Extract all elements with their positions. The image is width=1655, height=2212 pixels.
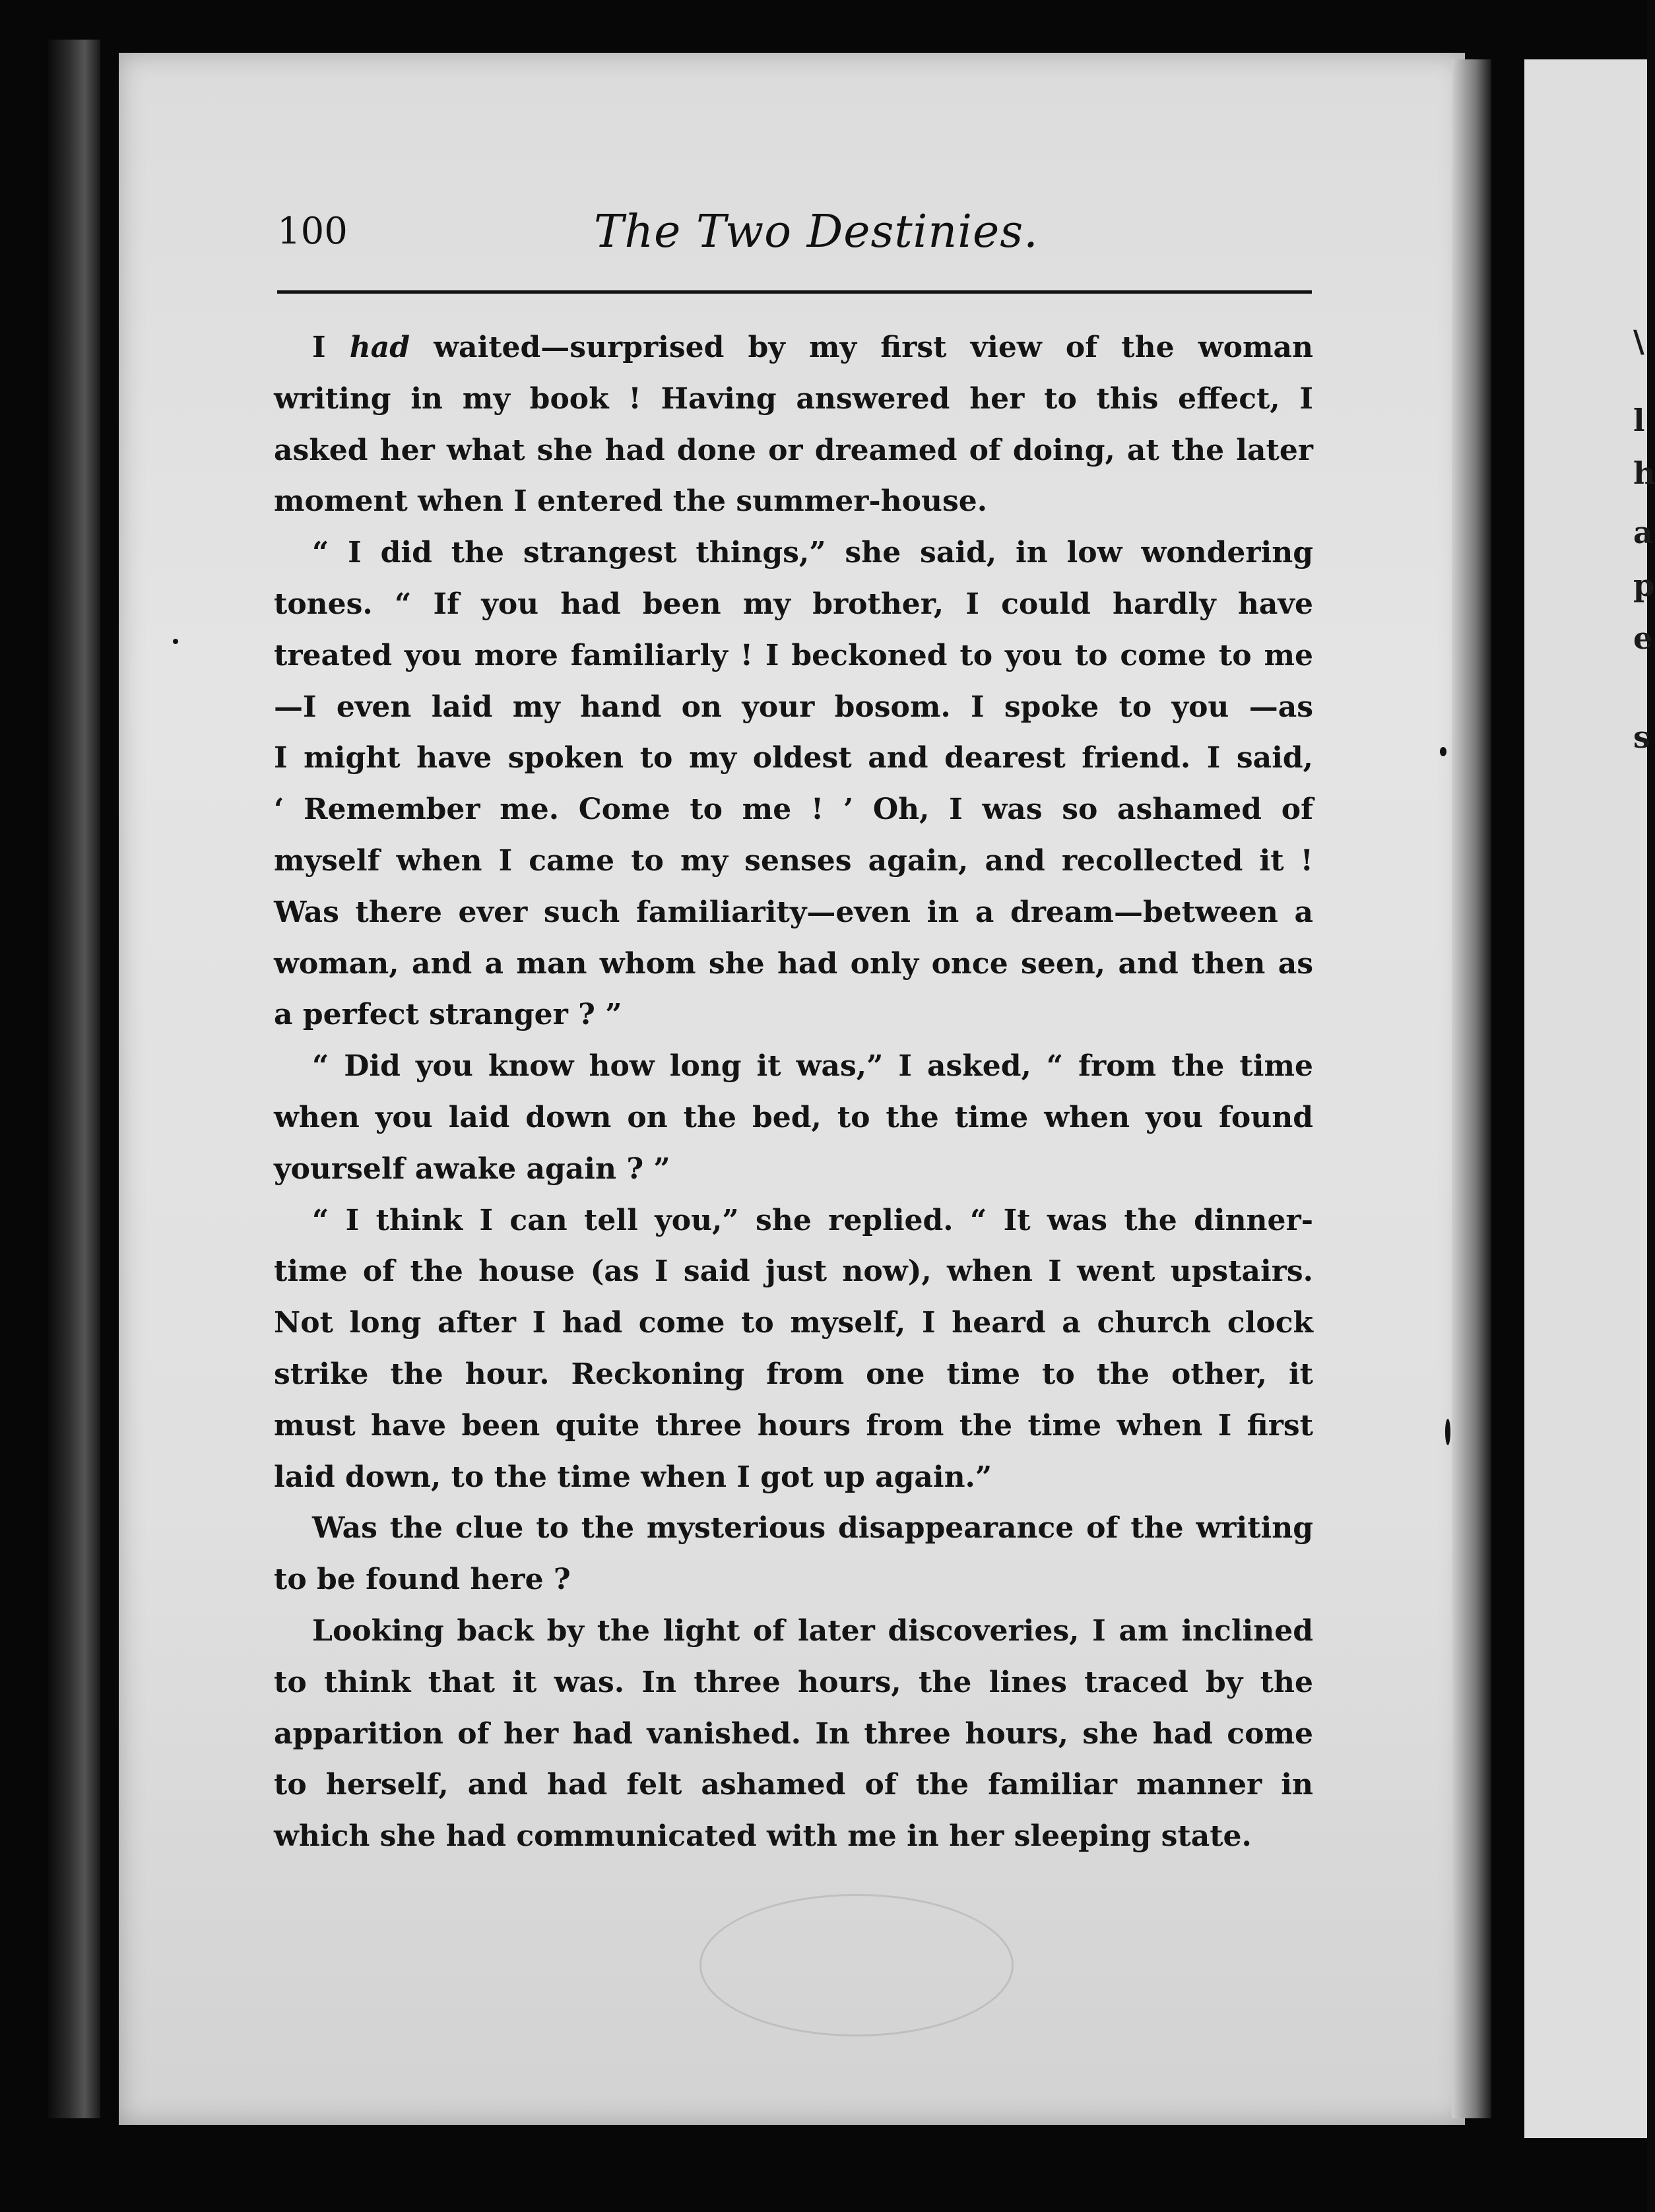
facing-page-letter: s [1633,719,1650,755]
text-line: Not long after I had come to myself, I heard a church clock [274,1306,1313,1340]
facing-page-letter: \ [1633,323,1644,359]
text-line: Looking back by the light of later discoveries, I am inclined [312,1613,1313,1648]
text-line: yourself awake again ? ” [274,1152,670,1186]
text-run: I [312,331,350,364]
library-stamp-faint [699,1894,1014,2036]
page-gutter [1452,59,1491,2118]
text-line: writing in my book ! Having answered her to this effect, I [274,381,1313,416]
text-line: treated you more familiarly ! I beckoned to you to come to me [274,638,1313,672]
text-line: apparition of her had vanished. In three hours, she had come [274,1716,1313,1751]
text-line: —I even laid my hand on your bosom. I spoke to you —as [274,690,1313,724]
text-line: must have been quite three hours from the time when I first [274,1408,1313,1443]
text-line: “ I think I can tell you,” she replied. “ It was the dinner- [312,1203,1313,1237]
text-line: to think that it was. In three hours, the lines traced by the [274,1665,1313,1699]
text-line: when you laid down on the bed, to the time when you found [274,1100,1313,1134]
text-line: tones. “ If you had been my brother, I could hardly have [274,587,1313,621]
text-line: which she had communicated with me in her sleeping state. [274,1819,1252,1854]
scan-speck [173,639,178,644]
page-header [277,206,1313,269]
text-line: moment when I entered the summer-house. [274,484,988,519]
text-run: waited—surprised by my first view of the woman [409,331,1313,364]
facing-page-letter: h [1633,455,1655,491]
text-line: Was the clue to the mysterious disappearance of the writing [312,1511,1313,1545]
text-line: woman, and a man whom she had only once seen, and then as [274,946,1313,981]
text-line: to be found here ? [274,1563,571,1597]
text-line: “ Did you know how long it was,” I asked, “ from the time [312,1049,1313,1084]
text-line: asked her what she had done or dreamed of doing, at the later [274,433,1313,467]
text-line: “ I did the strangest things,” she said, in low wondering [312,536,1313,570]
text-line: Was there ever such familiarity—even in a dream—between a [274,895,1313,929]
facing-page-letter: l [1633,403,1645,438]
facing-page-letter: a [1633,515,1653,550]
body-text [274,322,1313,1862]
book-spine [48,40,100,2118]
text-line: ‘ Remember me. Come to me ! ’ Oh, I was so ashamed of [274,793,1313,827]
scan-speck [1445,1419,1450,1445]
text-line: laid down, to the time when I got up again.” [274,1460,992,1494]
header-rule [277,290,1312,294]
facing-page-letter: p [1633,568,1655,603]
italic-word: had [349,331,410,364]
page-number: 100 [277,210,348,253]
running-title: The Two Destinies. [594,206,1039,258]
text-line: time of the house (as I said just now), when I went upstairs. [274,1254,1313,1289]
facing-page-edge [1524,59,1655,2138]
text-line: strike the hour. Reckoning from one time to the other, it [274,1357,1313,1391]
text-line [274,322,1313,374]
text-line: I might have spoken to my oldest and dearest friend. I said, [274,741,1313,775]
text-line: myself when I came to my senses again, and recollected it ! [274,843,1313,878]
facing-page-letter: e [1633,620,1653,656]
text-line: to herself, and had felt ashamed of the familiar manner in [274,1768,1313,1802]
text-line: a perfect stranger ? ” [274,998,622,1032]
scan-speck [1440,747,1446,756]
